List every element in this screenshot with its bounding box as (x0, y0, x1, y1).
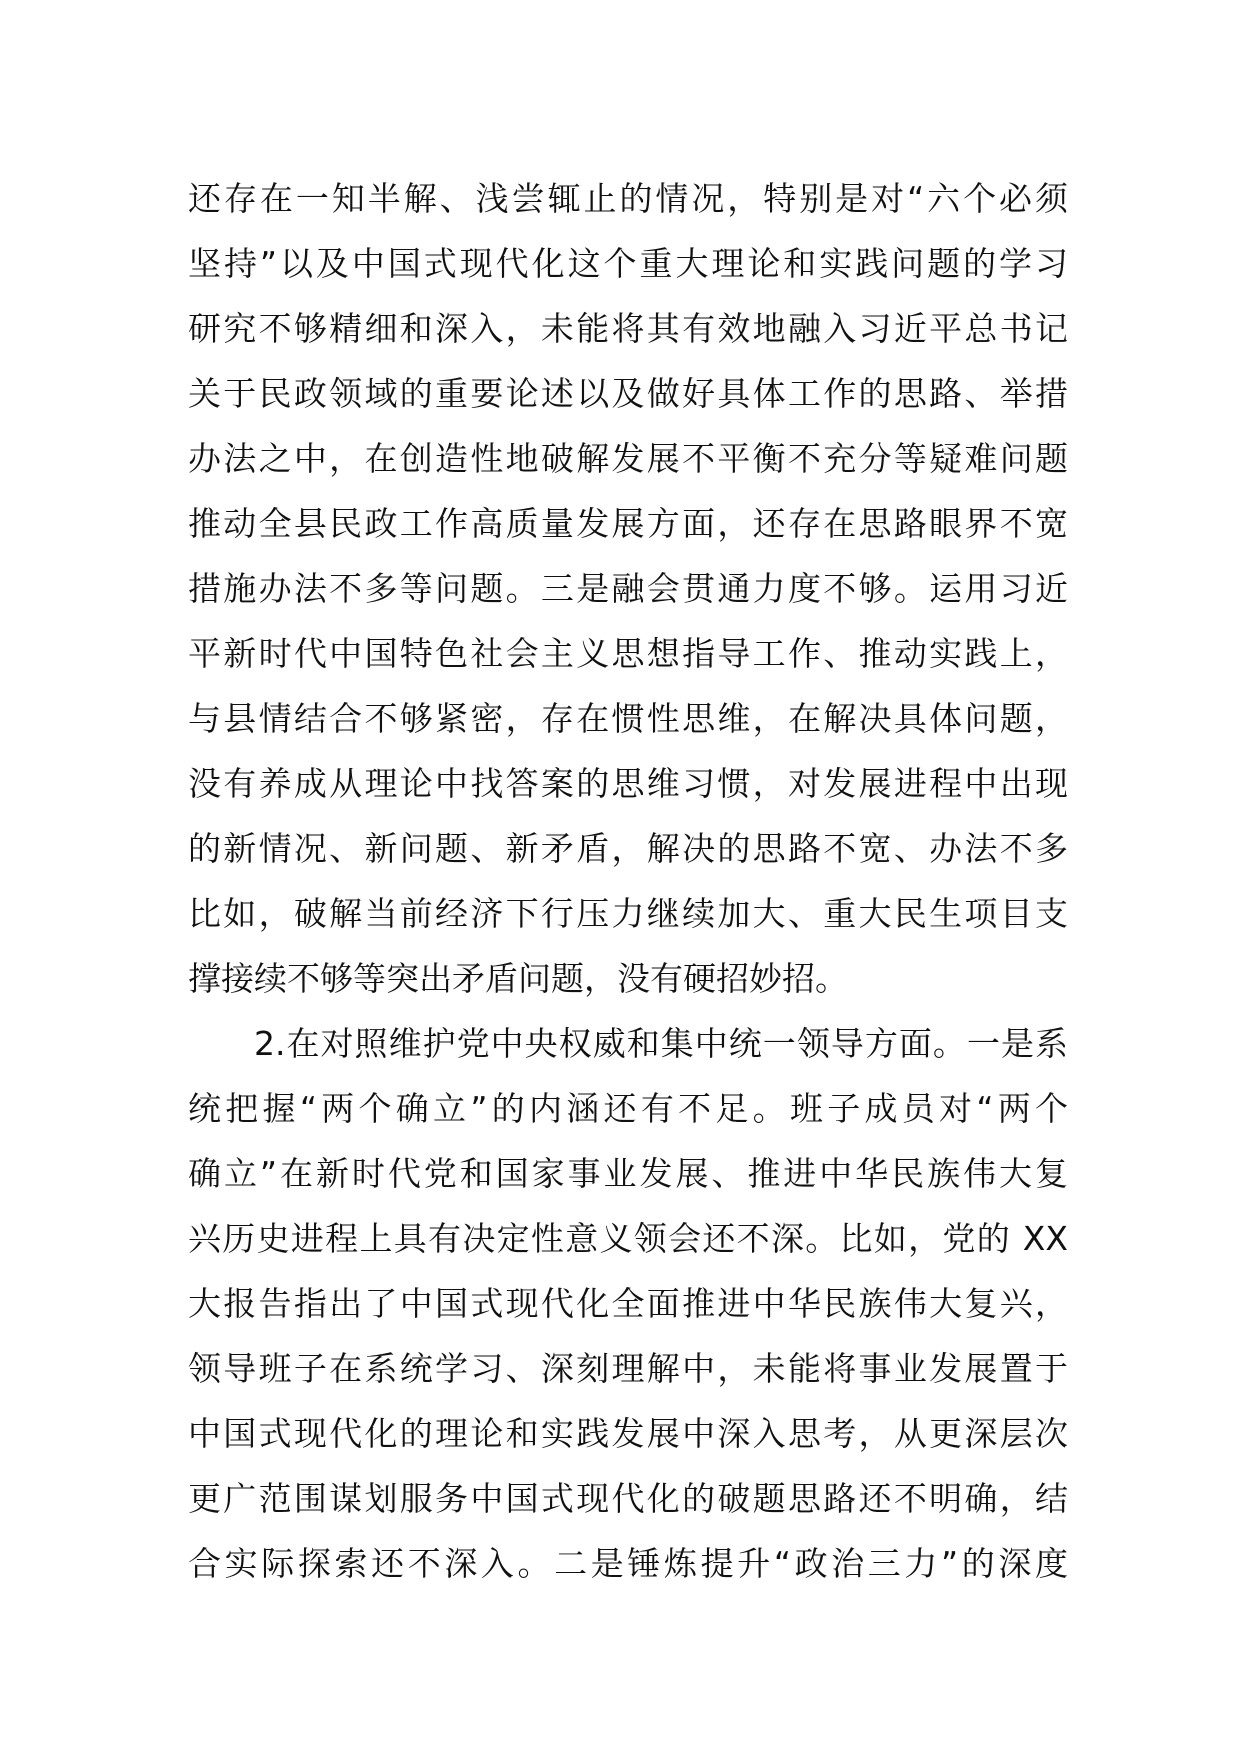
text-line: 办法之中，在创造性地破解发展不平衡不充分等疑难问题 (188, 439, 1068, 478)
text-line: 坚持”以及中国式现代化这个重大理论和实践问题的学习 (188, 244, 1068, 283)
section-heading-line: 2.在对照维护党中央权威和集中统一领导方面。一是系 (254, 1024, 1068, 1063)
text-line: 兴历史进程上具有决定性意义领会还不深。比如，党的 XX (188, 1219, 1068, 1258)
text-line: 更广范围谋划服务中国式现代化的破题思路还不明确，结 (188, 1479, 1068, 1518)
text-line: 没有养成从理论中找答案的思维习惯，对发展进程中出现 (188, 764, 1068, 803)
text-line: 的新情况、新问题、新矛盾，解决的思路不宽、办法不多 (188, 829, 1068, 868)
text-line: 统把握“两个确立”的内涵还有不足。班子成员对“两个 (188, 1089, 1068, 1128)
text-line: 还存在一知半解、浅尝辄止的情况，特别是对“六个必须 (188, 179, 1068, 218)
body-text (188, 166, 1068, 1596)
text-line: 确立”在新时代党和国家事业发展、推进中华民族伟大复 (188, 1154, 1068, 1193)
text-line: 研究不够精细和深入，未能将其有效地融入习近平总书记 (188, 309, 1068, 348)
text-line: 措施办法不多等问题。三是融会贯通力度不够。运用习近 (188, 569, 1068, 608)
text-line: 与县情结合不够紧密，存在惯性思维，在解决具体问题， (188, 699, 1068, 738)
text-line: 领导班子在系统学习、深刻理解中，未能将事业发展置于 (188, 1349, 1068, 1388)
text-line: 撑接续不够等突出矛盾问题，没有硬招妙招。 (188, 959, 848, 998)
text-line: 关于民政领域的重要论述以及做好具体工作的思路、举措 (188, 374, 1068, 413)
text-line: 合实际探索还不深入。二是锤炼提升“政治三力”的深度 (188, 1544, 1068, 1583)
text-line: 比如，破解当前经济下行压力继续加大、重大民生项目支 (188, 894, 1068, 933)
text-line: 推动全县民政工作高质量发展方面，还存在思路眼界不宽 (188, 504, 1068, 543)
text-line: 大报告指出了中国式现代化全面推进中华民族伟大复兴， (188, 1284, 1068, 1323)
text-line: 中国式现代化的理论和实践发展中深入思考，从更深层次 (188, 1414, 1068, 1453)
text-line: 平新时代中国特色社会主义思想指导工作、推动实践上， (188, 634, 1068, 673)
